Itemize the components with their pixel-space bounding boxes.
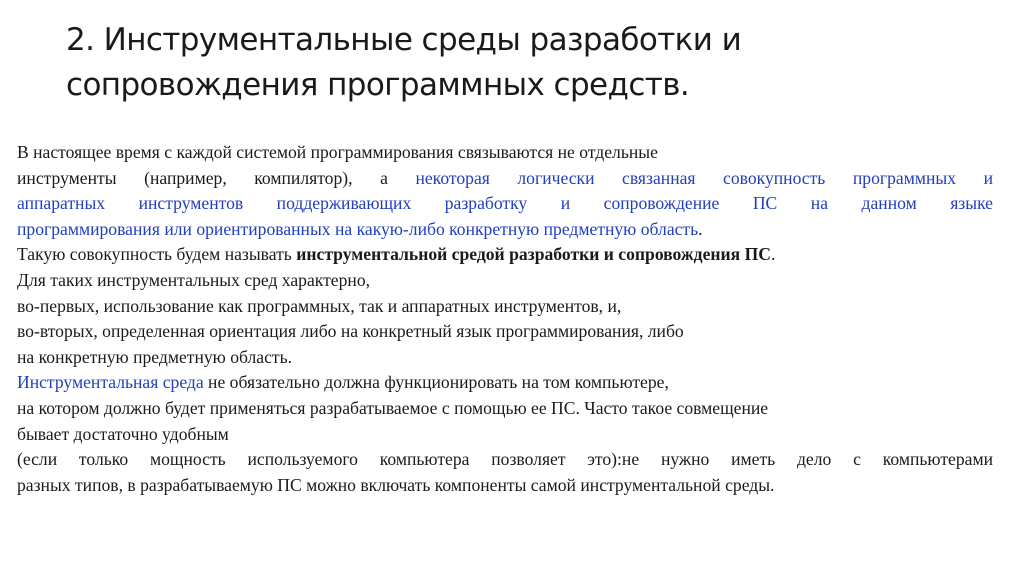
p1-line-2	[17, 166, 993, 192]
p3-line-3: во-вторых, определенная ориентация либо на конкретный язык программирования, либо	[17, 321, 684, 342]
p3-line-2: во-первых, использование как программных, так и аппаратных инструментов, и,	[17, 295, 622, 316]
p1-line-2-highlight: некоторая логически связанная совокупность программных и	[415, 167, 993, 188]
p4-line-5: разных типов, в разрабатываемую ПС можно включать компоненты самой инструментальной среды.	[17, 474, 775, 495]
p1-line-4-end: .	[698, 218, 703, 239]
p4-line-1	[17, 370, 993, 396]
p3-line-1: Для таких инструментальных сред характерно,	[17, 269, 371, 290]
p4-line-2: на котором должно будет применяться разрабатываемое с помощью ее ПС. Часто такое совмещение	[17, 397, 769, 418]
p1-line-4	[17, 217, 993, 243]
title-line-1: 2. Инструментальные среды разработки и	[66, 22, 742, 58]
slide-title	[66, 18, 966, 108]
p4-line-1-rest: не обязательно должна функционировать на том компьютере,	[203, 372, 669, 393]
p4-line-4: (если только мощность используемого компьютера позволяет это):не нужно иметь дело с компьютерами	[17, 449, 993, 470]
p2-end: .	[770, 244, 776, 265]
p1-line-4-highlight: программирования или ориентированных на какую-либо конкретную предметную область	[17, 218, 699, 239]
p1-line-1: В настоящее время с каждой системой программирования связываются не отдельные	[17, 142, 658, 162]
p3-line-4: на конкретную предметную область.	[17, 346, 293, 367]
p4-line-3: бывает достаточно удобным	[17, 423, 229, 444]
slide-body	[17, 140, 993, 498]
title-line-2: сопровождения программных средств.	[66, 67, 690, 103]
p2-term: инструментальной средой разработки и сопровождения ПС	[296, 244, 771, 265]
p4-highlight: Инструментальная среда	[17, 372, 204, 393]
p2-lead: Такую совокупность будем называть	[17, 244, 297, 265]
p1-line-3: аппаратных инструментов поддерживающих разработку и сопровождение ПС на данном языке	[17, 193, 993, 214]
p1-line-2-text: инструменты (например, компилятор), а	[17, 167, 416, 188]
p2-line	[17, 242, 993, 268]
